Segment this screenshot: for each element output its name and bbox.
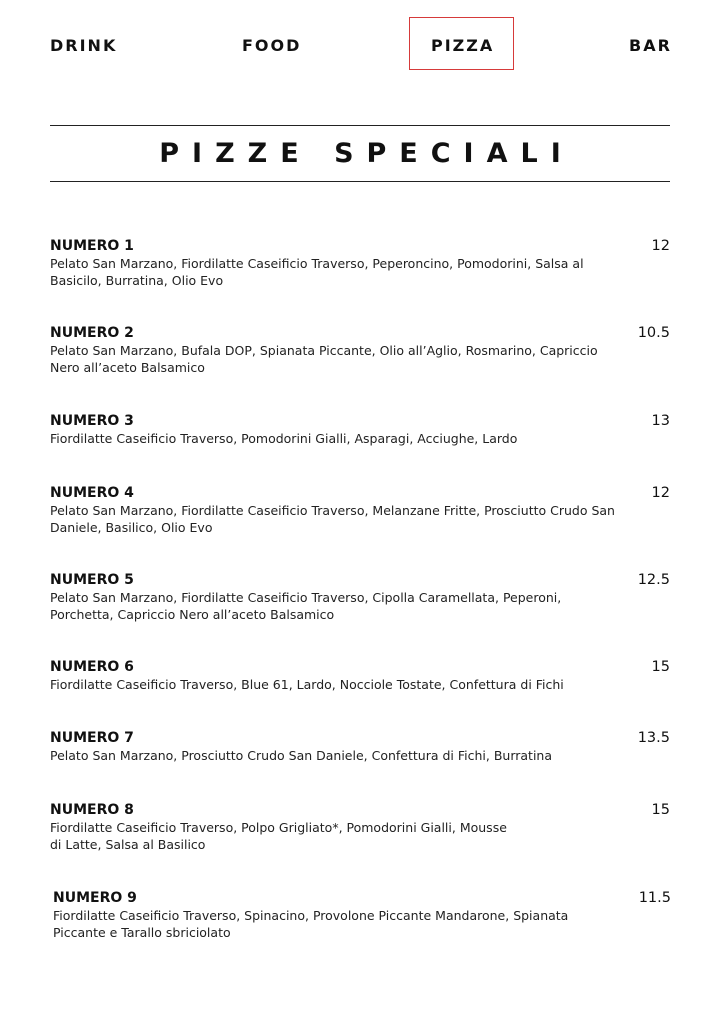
nav-bar[interactable]: BAR (629, 36, 672, 55)
item-price: 12 (651, 485, 670, 501)
nav-pizza[interactable]: PIZZA (431, 36, 495, 55)
page-title: PIZZE SPECIALI (159, 138, 574, 169)
nav-drink[interactable]: DRINK (50, 36, 118, 55)
item-name: NUMERO 5 (50, 572, 134, 588)
item-name: NUMERO 7 (50, 730, 134, 746)
menu-item (50, 484, 670, 536)
menu-item (50, 729, 670, 764)
item-name: NUMERO 6 (50, 659, 134, 675)
menu-item (50, 801, 670, 853)
item-price: 15 (651, 659, 670, 675)
item-description: Fiordilatte Caseificio Traverso, Blue 61, Lardo, Nocciole Tostate, Confettura di Fichi (50, 677, 564, 692)
item-price: 12.5 (637, 572, 670, 588)
title-top-rule (50, 125, 670, 126)
item-description: Fiordilatte Caseificio Traverso, Polpo Grigliato*, Pomodorini Gialli, Mousse di Latte, Salsa al Basilico (50, 820, 507, 852)
item-name: NUMERO 1 (50, 238, 134, 254)
item-description: Fiordilatte Caseificio Traverso, Spinacino, Provolone Piccante Mandarone, Spianata Piccante e Tarallo sbriciolato (53, 908, 569, 940)
item-price: 13.5 (637, 730, 670, 746)
item-price: 15 (651, 802, 670, 818)
item-price: 12 (651, 238, 670, 254)
item-name: NUMERO 2 (50, 325, 134, 341)
item-description: Pelato San Marzano, Prosciutto Crudo San Daniele, Confettura di Fichi, Burratina (50, 748, 553, 763)
menu-item (50, 412, 670, 447)
item-description: Pelato San Marzano, Fiordilatte Caseificio Traverso, Peperoncino, Pomodorini, Salsa al Basicilo, Burratina, Olio Evo (50, 256, 584, 288)
top-nav (0, 0, 720, 90)
item-description: Pelato San Marzano, Bufala DOP, Spianata Piccante, Olio all’Aglio, Rosmarino, Capriccio Nero all’aceto Balsamico (50, 343, 598, 375)
item-name: NUMERO 9 (53, 890, 137, 906)
item-price: 10.5 (637, 325, 670, 341)
menu-item (53, 889, 671, 941)
item-description: Fiordilatte Caseificio Traverso, Pomodorini Gialli, Asparagi, Acciughe, Lardo (50, 431, 518, 446)
item-name: NUMERO 8 (50, 802, 134, 818)
item-price: 11.5 (638, 890, 671, 906)
item-name: NUMERO 4 (50, 485, 134, 501)
menu-item (50, 237, 670, 289)
title-bottom-rule (50, 181, 670, 182)
item-description: Pelato San Marzano, Fiordilatte Caseificio Traverso, Cipolla Caramellata, Peperoni, Porchetta, Capriccio Nero all’aceto Balsamico (50, 590, 562, 622)
item-price: 13 (651, 413, 670, 429)
menu-item (50, 324, 670, 376)
menu-item (50, 658, 670, 693)
menu-item (50, 571, 670, 623)
nav-food[interactable]: FOOD (242, 36, 302, 55)
item-name: NUMERO 3 (50, 413, 134, 429)
item-description: Pelato San Marzano, Fiordilatte Caseificio Traverso, Melanzane Fritte, Prosciutto Crudo San Daniele, Basilico, Olio Evo (50, 503, 615, 535)
